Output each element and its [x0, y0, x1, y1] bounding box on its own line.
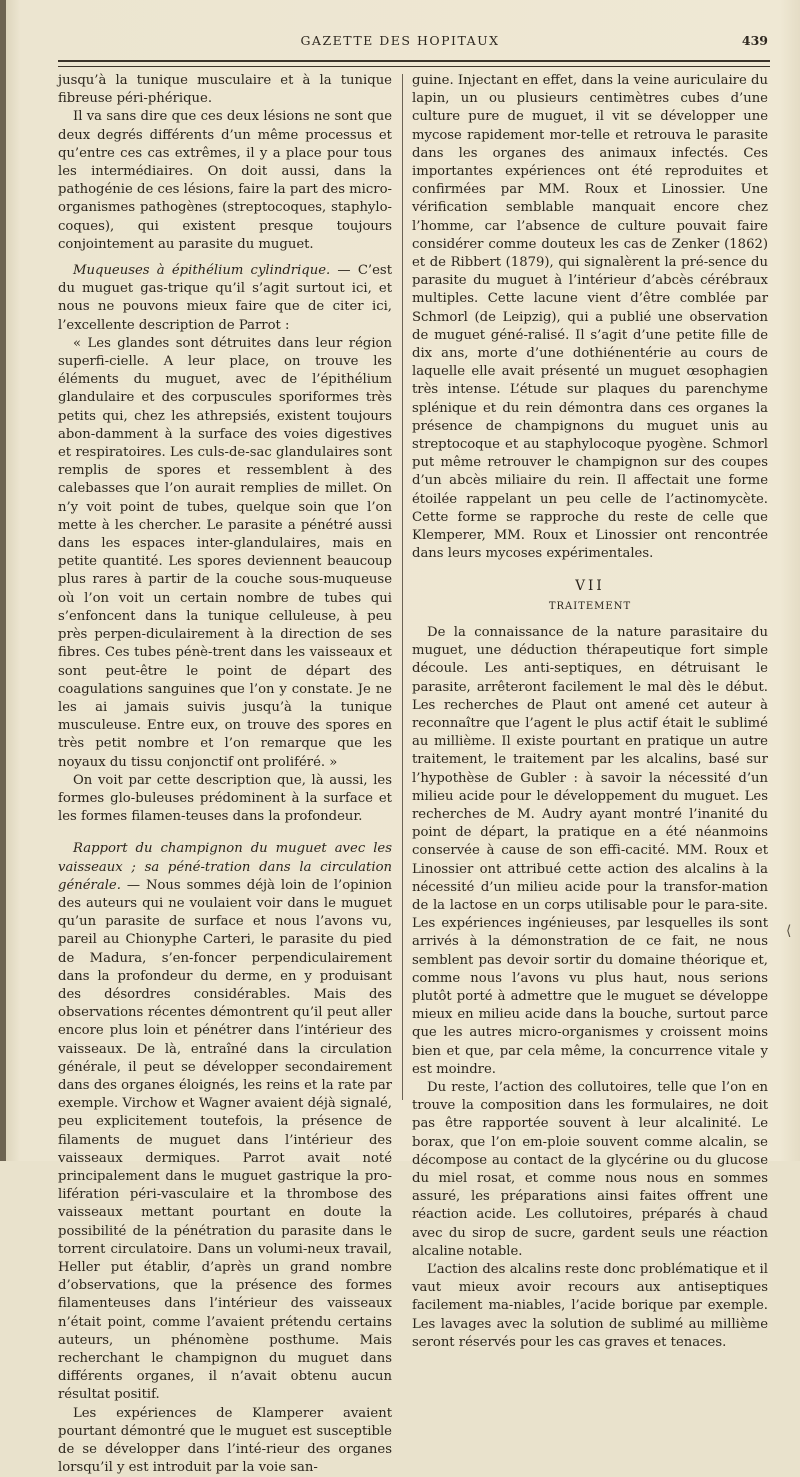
column-divider: [402, 74, 403, 1100]
paragraph: L’action des alcalins reste donc problématique et il vaut mieux avoir recours aux antiseptiques facilement ma-niables, l’acide borique par exemple. Les lavages avec la solution de sublimé au millième seront réservés pour les cas graves et tenaces.: [412, 1262, 768, 1350]
left-column: [58, 72, 392, 1477]
journal-title: GAZETTE DES HOPITAUX: [300, 33, 500, 48]
paragraph: Les expériences de Klamperer avaient pourtant démontré que le muguet est susceptible de se développer dans l’inté-rieur des organes lorsqu’il y est introduit par la voie san-: [58, 1405, 392, 1476]
binding-edge: [0, 0, 6, 1161]
paragraph: Du reste, l’action des collutoires, telle que l’on en trouve la composition dans les formulaires, ne doit pas être rapportée souvent à leur alcalinité. Le borax, que l’on em-ploie souvent comme alcalin, se décompose au contact de la glycérine ou du glucose du miel rosat, et comme nous nous en sommes assuré, les préparations ainsi faites offrent une réaction acide. Les collutoires, préparés à chaud avec du sirop de sucre, gardent seuls une réaction alcaline notable.: [412, 1079, 768, 1259]
paragraph-text: C’est du muguet gas-trique qu’il s’agit surtout ici, et nous ne pouvons mieux faire que de citer ici, l’excellente description de Parrot :: [58, 263, 392, 333]
run-in-heading: Rapport du champignon du muguet avec les vaisseaux ; sa péné-tration dans la circulation générale. —: [58, 841, 392, 893]
paragraph: guine. Injectant en effet, dans la veine auriculaire du lapin, un ou plusieurs centimètres cubes d’une culture pure de muguet, il vit se développer une mycose rapidement mor-telle et retrouva le parasite dans les organes des animaux infectés. Ces importantes expériences ont été reproduites et confirmées par MM. Roux et Linossier. Une vérification semblable manquait encore chez l’homme, car l’absence de culture pouvait faire considérer comme douteux les cas de Zenker (1862) et de Ribbert (1879), qui signalèrent la pré-sence du parasite du muguet à l’intérieur d’abcès cérébraux multiples. Cette lacune vient d’être comblée par Schmorl (de Leipzig), qui a publié une observation de muguet géné-ralisé. Il s’agit d’une petite fille de dix ans, morte d’une dothiénentérie au cours de laquelle elle avait présenté un muguet œsophagien très intense. L’étude sur plaques du parenchyme splénique et du rein démontra dans ces organes la présence de champignons du muguet unis au streptocoque et au staphylocoque pyogène. Schmorl put même retrouver le champignon sur des coupes d’un abcès miliaire du rein. Il affectait une forme étoilée rappelant un peu celle de l’actinomycète. Cette forme se rapproche du reste de celle que Klemperer, MM. Roux et Linossier ont rencontrée dans leurs mycoses expérimentales.: [412, 73, 768, 562]
page-number: 439: [741, 33, 768, 48]
section-title: TRAITEMENT: [548, 600, 632, 612]
paragraph-muqueuses: [58, 262, 392, 335]
right-column: [412, 72, 768, 1352]
paragraph: On voit par cette description que, là aussi, les formes glo-buleuses prédominent à la surface et les formes filamen-teuses dans la profondeur.: [58, 772, 392, 825]
margin-pencil-mark: ⟨: [786, 923, 792, 939]
paragraph: De la connaissance de la nature parasitaire du muguet, une déduction thérapeutique fort simple découle. Les anti-septiques, en détruisant le parasite, arrêteront facilement le mal dès le début. Les recherches de Plaut ont amené cet auteur à reconnaître que l’agent le plus actif était le sublimé au millième. Il existe pourtant en pratique un autre traitement, le traitement par les alcalins, basé sur l’hypothèse de Gubler : à savoir la nécessité d’un milieu acide pour le développement du muguet. Les recherches de M. Audry ayant montré l’inanité du point de départ, la pratique en a été néanmoins conservée à cause de son effi-cacité. MM. Roux et Linossier ont attribué cette action des alcalins à la nécessité d’un milieu acide pour la transfor-mation de la lactose en un corps utilisable pour le para-site. Les expériences ingénieuses, par lesquelles ils sont arrivés à la démonstration de ce fait, ne nous semblent pas devoir sortir du domaine théorique et, comme nous l’avons vu plus haut, nous serions plutôt porté à admettre que le muguet se développe mieux en milieu acide dans la bouche, surtout parce que les autres micro-organismes y croissent moins bien et que, par cela même, la concurrence vitale y est moindre.: [412, 624, 768, 1077]
paragraph: jusqu’à la tunique musculaire et à la tunique fibreuse péri-phérique.: [58, 73, 392, 107]
quotation-parrot: « Les glandes sont détruites dans leur région superfi-cielle. A leur place, on trouve les éléments du muguet, avec de l’épithélium glandulaire et des corpuscules sporiformes très petits qui, chez les athrepsiés, existent toujours abon-damment à la surface des voies digestives et respiratoires. Les culs-de-sac glandulaires sont remplis de spores et ressemblent à des calebasses que l’on aurait remplies de millet. On n’y voit point de tubes, quelque soin que l’on mette à les chercher. Le parasite a pénétré aussi dans les espaces inter-glandulaires, mais en petite quantité. Les spores deviennent beaucoup plus rares à partir de la couche sous-muqueuse où l’on voit un certain nombre de tubes qui s’enfoncent dans la tunique celluleuse, à peu près perpen-diculairement à la direction de ses fibres. Ces tubes pénè-trent dans les vaisseaux et sont peut-être le point de départ des coagulations sanguines que l’on y constate. Je ne les ai jamais suivis jusqu’à la tunique musculeuse. Entre eux, on trouve des spores en très petit nombre et l’on remarque que les noyaux du tissu conjonctif ont proliféré. »: [58, 335, 392, 770]
paragraph: Il va sans dire que ces deux lésions ne sont que deux degrés différents d’un même processus et qu’entre ces cas extrêmes, il y a place pour tous les intermédiaires. On doit aussi, dans la pathogénie de ces lésions, faire la part des micro-organismes pathogènes (streptocoques, staphylo-coques), qui existent presque toujours conjointement au parasite du muguet.: [58, 109, 392, 252]
header-rule-thin: [58, 66, 770, 67]
section-number: VII: [575, 578, 605, 595]
run-in-heading: Muqueuses à épithélium cylindrique. —: [73, 263, 351, 279]
paragraph-rapport: [58, 840, 392, 1404]
paragraph-text: Nous sommes déjà loin de l’opinion des auteurs qui ne voulaient voir dans le muguet qu’un parasite de surface et nous l’avons vu, pareil au Chionyphe Carteri, le parasite du pied de Madura, s’en-foncer perpendiculairement dans la profondeur du derme, en y produisant des désordres considérables. Mais des observations récentes démontrent qu’il peut aller encore plus loin et pénétrer dans l’intérieur des vaisseaux. De là, entraîné dans la circulation générale, il peut se développer secondairement dans des organes éloignés, les reins et la rate par exemple. Virchow et Wagner avaient déjà signalé, peu explicitement toutefois, la présence de filaments de muguet dans l’intérieur des vaisseaux dermiques. Parrot avait noté principalement dans le muguet gastrique la pro-lifération péri-vasculaire et la thrombose des vaisseaux mettant pourtant en doute la possibilité de la pénétration du parasite dans le torrent circulatoire. Dans un volumi-neux travail, Heller put établir, d’après un grand nombre d’observations, que la présence des formes filamenteuses dans l’intérieur des vaisseaux n’était point, comme l’avaient prétendu certains auteurs, un phénomène posthume. Mais recherchant le champignon du muguet dans différents organes, il n’avait obtenu aucun résultat positif.: [58, 877, 392, 1403]
header-rule-thick: [58, 60, 770, 62]
